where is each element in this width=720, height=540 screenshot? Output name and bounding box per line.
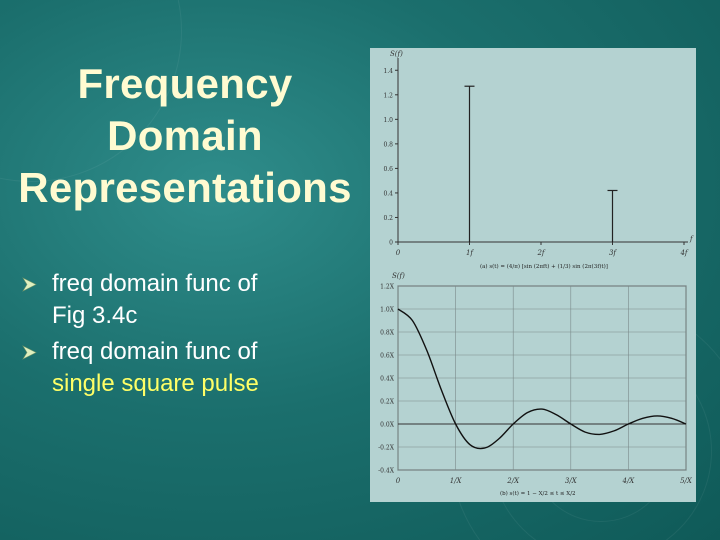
chart1-x-tick-label: 0 <box>395 249 401 257</box>
chart1-x-tick-label: 2f <box>537 249 545 257</box>
chart1-x-tick-label: 4f <box>680 249 688 257</box>
chart1-y-tick-label: 1.0 <box>383 116 393 124</box>
bullet-item <box>22 336 372 400</box>
arrow-bullet-icon <box>22 345 37 360</box>
chart1-y-tick-label: 1.4 <box>383 67 393 75</box>
chart1-x-tick-label: 1f <box>465 249 474 257</box>
slide-title <box>10 58 360 214</box>
bullet-text: freq domain func of <box>52 338 258 365</box>
title-line: Domain <box>107 112 263 159</box>
chart2-y-tick-label: 1.2X <box>380 283 394 291</box>
chart2-x-tick-label: 4/X <box>622 477 635 485</box>
chart2-y-tick-label: -0.2X <box>378 444 394 452</box>
figure-charts <box>370 48 696 502</box>
chart2-y-tick-label: -0.4X <box>378 467 394 475</box>
chart2-y-tick-label: 0.0X <box>380 421 394 429</box>
chart2-x-tick-label: 2/X <box>507 477 520 485</box>
chart2-y-tick-label: 0.6X <box>380 352 394 360</box>
chart1-x-tick-label: 3f <box>608 249 617 257</box>
chart1-y-tick-label: 1.2 <box>383 92 393 100</box>
chart1-y-label: S(f) <box>390 50 403 58</box>
chart2-y-tick-label: 1.0X <box>380 306 394 314</box>
title-line: Representations <box>18 164 352 211</box>
chart1-y-tick-label: 0 <box>389 239 393 247</box>
chart2-y-label: S(f) <box>392 272 405 280</box>
bullet-text: freq domain func of <box>52 270 258 297</box>
figure-panel <box>370 48 696 502</box>
arrow-bullet-icon <box>22 277 37 292</box>
chart2-x-tick-label: 1/X <box>449 477 462 485</box>
chart2-y-tick-label: 0.4X <box>380 375 394 383</box>
chart1-y-tick-label: 0.4 <box>383 190 393 198</box>
chart2-curve <box>398 309 686 449</box>
chart2-y-tick-label: 0.8X <box>380 329 394 337</box>
chart2-x-tick-label: 5/X <box>680 477 692 485</box>
bullet-item <box>22 268 372 332</box>
chart1-x-label: f <box>690 235 693 243</box>
bullet-list <box>22 268 372 404</box>
chart1-y-tick-label: 0.2 <box>383 214 393 222</box>
bullet-highlight-text: single square pulse <box>52 370 259 397</box>
chart2-x-tick-label: 3/X <box>564 477 577 485</box>
chart1-y-tick-label: 0.6 <box>383 165 393 173</box>
title-line: Frequency <box>77 60 293 107</box>
bullet-text: Fig 3.4c <box>52 302 138 329</box>
chart1-caption: (a) s(t) = (4/π) [sin (2πft) + (1/3) sin (2π(3f)t)] <box>480 264 608 270</box>
chart2-caption: (b) s(t) = 1 − X/2 ≤ t ≤ X/2 <box>500 491 576 497</box>
chart2-x-tick-label: 0 <box>395 477 401 485</box>
chart1-y-tick-label: 0.8 <box>383 141 393 149</box>
chart2-y-tick-label: 0.2X <box>380 398 394 406</box>
